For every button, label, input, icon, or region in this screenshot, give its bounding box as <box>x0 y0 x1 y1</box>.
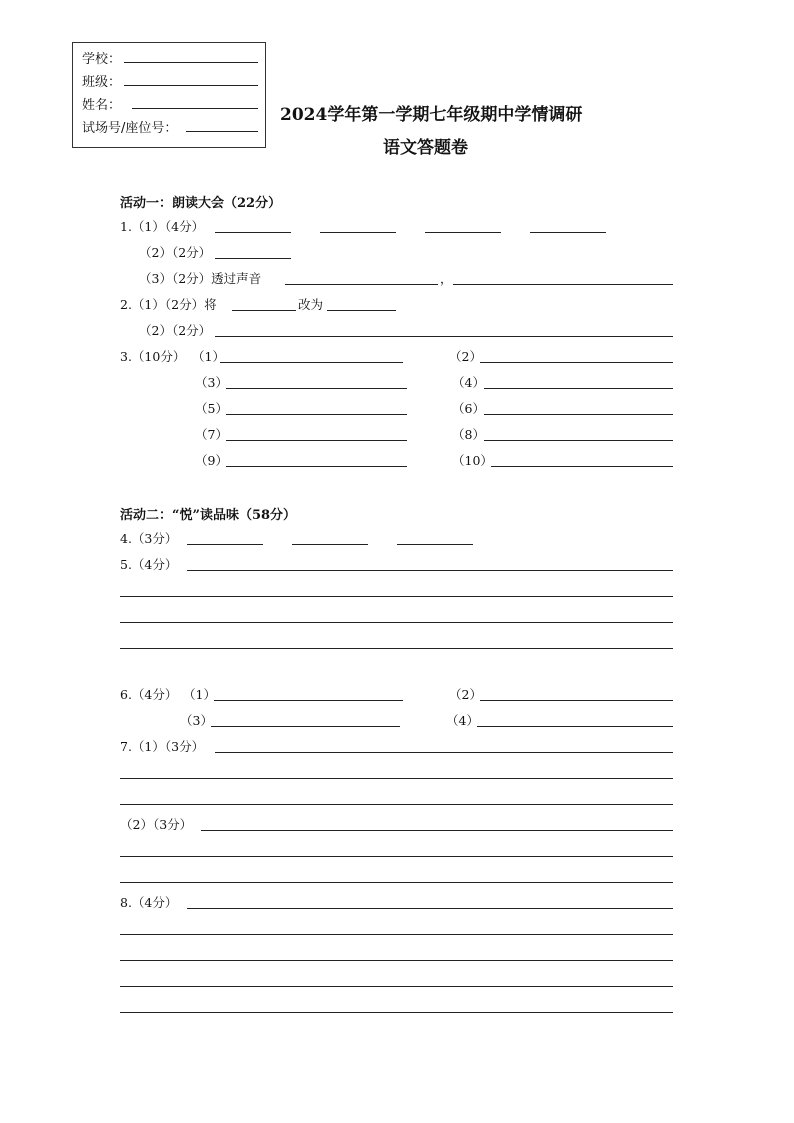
q7-2-label: （2）（3分） <box>120 817 193 832</box>
q6-sub-label: （1） <box>183 687 216 702</box>
class-label: 班级： <box>82 75 122 90</box>
q8-answer-line[interactable] <box>187 908 673 909</box>
q4-answer-2[interactable] <box>292 544 368 545</box>
q1-3-label: （3）（2分）透过声音 <box>139 271 262 286</box>
section1-heading: 活动一：朗读大会（22分） <box>120 196 282 211</box>
q3-answer-2[interactable] <box>480 362 673 363</box>
q3-answer-5[interactable] <box>226 414 407 415</box>
q3-answer-8[interactable] <box>484 440 673 441</box>
q6-sub-label: （2） <box>449 687 482 702</box>
q3-sub-label: （9） <box>195 453 228 468</box>
q1-1-answer-4[interactable] <box>530 232 606 233</box>
q6-sub-label: （3） <box>180 713 213 728</box>
q4-label: 4.（3分） <box>120 531 178 546</box>
q6-label: 6.（4分） <box>120 687 178 702</box>
seat-field[interactable] <box>186 131 258 132</box>
q3-sub-label: （10） <box>452 453 493 468</box>
q8-answer-line[interactable] <box>120 934 673 935</box>
q6-answer-3[interactable] <box>211 726 400 727</box>
q4-answer-3[interactable] <box>397 544 473 545</box>
q3-answer-6[interactable] <box>484 414 673 415</box>
q3-sub-label: （5） <box>195 401 228 416</box>
q6-sub-label: （4） <box>446 713 479 728</box>
q3-answer-3[interactable] <box>226 388 407 389</box>
q5-answer-line[interactable] <box>120 648 673 649</box>
q1-2-label: （2）（2分） <box>139 245 212 260</box>
name-label: 姓名： <box>82 98 122 113</box>
q4-answer-1[interactable] <box>187 544 263 545</box>
q3-sub-label: （7） <box>195 427 228 442</box>
q1-1-answer-2[interactable] <box>320 232 396 233</box>
q5-answer-line[interactable] <box>187 570 673 571</box>
q8-answer-line[interactable] <box>120 960 673 961</box>
q3-answer-7[interactable] <box>226 440 407 441</box>
exam-subtitle: 语文答题卷 <box>383 138 468 158</box>
q3-answer-4[interactable] <box>484 388 673 389</box>
q3-sub-label: （2） <box>449 349 482 364</box>
q2-1-label: 2.（1）（2分）将 <box>120 297 217 312</box>
q5-answer-line[interactable] <box>120 622 673 623</box>
q3-answer-1[interactable] <box>220 362 403 363</box>
q1-2-answer[interactable] <box>215 258 291 259</box>
q8-answer-line[interactable] <box>120 986 673 987</box>
q1-3-answer-2[interactable] <box>453 284 673 285</box>
q2-1-answer-from[interactable] <box>232 310 296 311</box>
q7-2-answer-line[interactable] <box>201 830 673 831</box>
q1-1-answer-3[interactable] <box>425 232 501 233</box>
q1-3-answer-1[interactable] <box>285 284 438 285</box>
q3-answer-9[interactable] <box>226 466 407 467</box>
q7-1-answer-line[interactable] <box>120 778 673 779</box>
q7-1-answer-line[interactable] <box>120 804 673 805</box>
q3-sub-label: （4） <box>452 375 485 390</box>
q3-sub-label: （8） <box>452 427 485 442</box>
q2-1-answer-to[interactable] <box>327 310 396 311</box>
section2-heading: 活动二：“悦”读品味（58分） <box>120 508 297 523</box>
school-label: 学校： <box>82 52 122 67</box>
q5-answer-line[interactable] <box>120 596 673 597</box>
q1-1-answer-1[interactable] <box>215 232 291 233</box>
q5-label: 5.（4分） <box>120 557 178 572</box>
q8-answer-line[interactable] <box>120 1012 673 1013</box>
q2-2-label: （2）（2分） <box>139 323 212 338</box>
class-field[interactable] <box>124 85 258 86</box>
q7-1-answer-line[interactable] <box>215 752 673 753</box>
q3-sub-label: （1） <box>192 349 225 364</box>
q3-sub-label: （3） <box>195 375 228 390</box>
school-field[interactable] <box>124 62 258 63</box>
q6-answer-4[interactable] <box>477 726 673 727</box>
q3-label: 3.（10分） <box>120 349 186 364</box>
q3-sub-label: （6） <box>452 401 485 416</box>
q2-1-change-to: 改为 <box>298 297 324 312</box>
q2-2-answer[interactable] <box>215 336 673 337</box>
q1-3-comma: ， <box>440 271 453 286</box>
q6-answer-1[interactable] <box>214 700 403 701</box>
q7-1-label: 7.（1）（3分） <box>120 739 205 754</box>
q7-2-answer-line[interactable] <box>120 856 673 857</box>
q7-2-answer-line[interactable] <box>120 882 673 883</box>
q3-answer-10[interactable] <box>491 466 673 467</box>
q1-1-label: 1.（1）（4分） <box>120 219 205 234</box>
name-field[interactable] <box>132 108 258 109</box>
exam-title: 2024学年第一学期七年级期中学情调研 <box>280 105 583 125</box>
q8-label: 8.（4分） <box>120 895 178 910</box>
seat-label: 试场号/座位号： <box>82 121 178 136</box>
q6-answer-2[interactable] <box>480 700 673 701</box>
